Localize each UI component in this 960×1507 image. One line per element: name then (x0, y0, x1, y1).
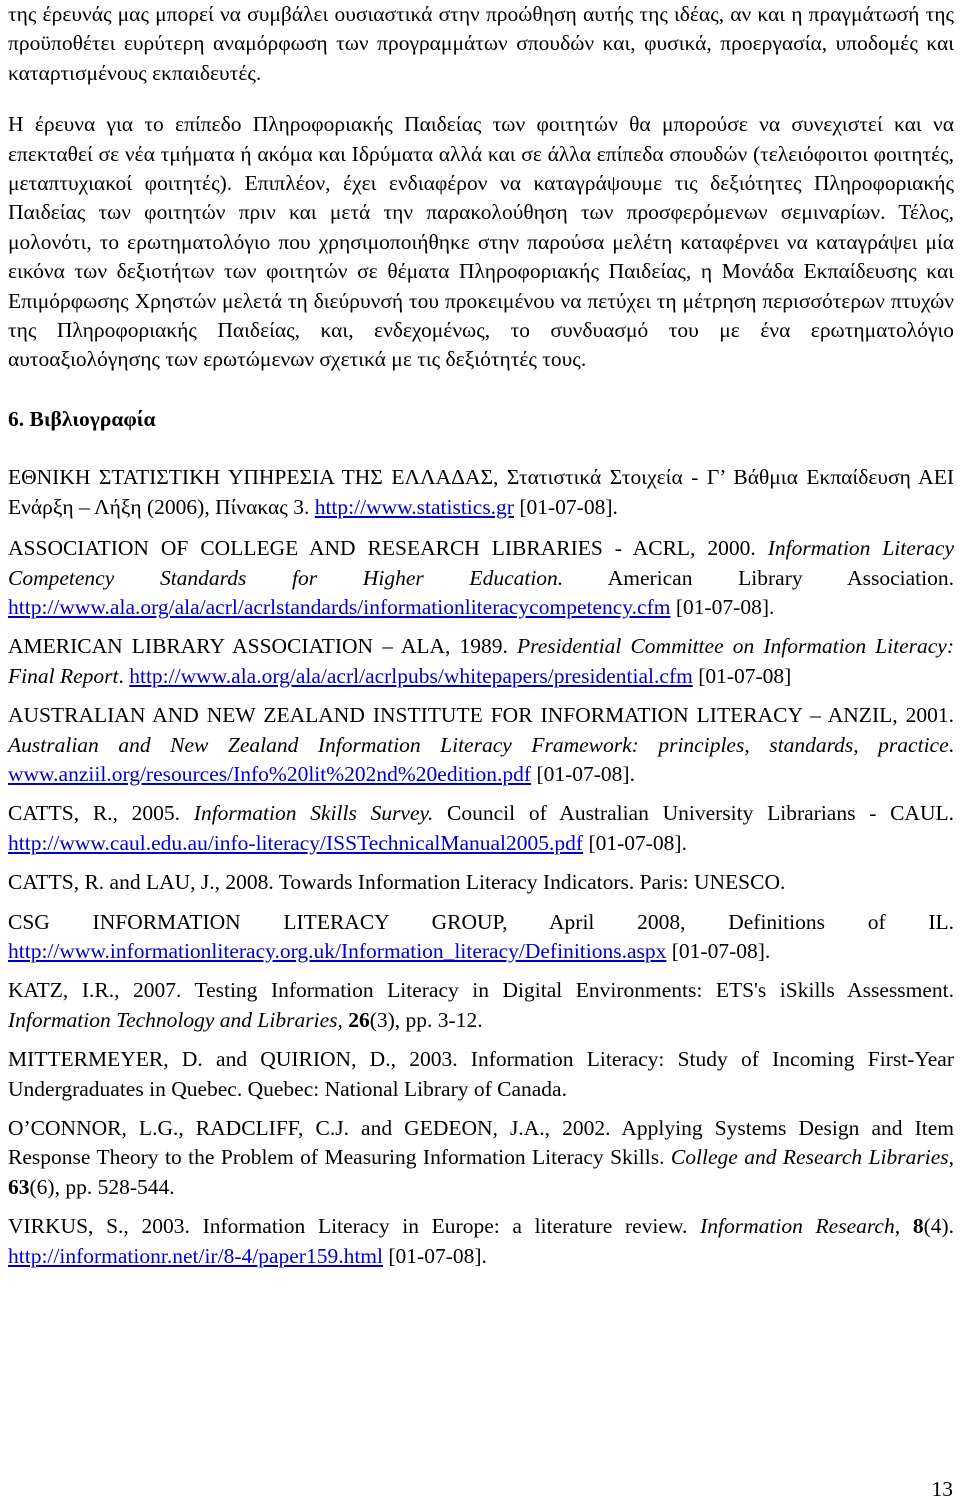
reference-list (8, 463, 954, 1271)
reference-text: [01-07-08] (692, 663, 792, 688)
reference-text: VIRKUS, S., 2003. Information Literacy in Europe: a literature review. (8, 1214, 701, 1239)
reference-link[interactable]: http://www.caul.edu.au/info-literacy/ISSTechnicalManual2005.pdf (8, 830, 584, 855)
reference-link[interactable]: http://www.ala.org/ala/acrl/acrlstandards/informationliteracycompetency.cfm (8, 594, 671, 619)
reference-title: Australian and New Zealand Information Literacy Framework: principles, standards, practice (8, 732, 949, 757)
reference-text: AUSTRALIAN AND NEW ZEALAND INSTITUTE FOR INFORMATION LITERACY – ANZIL, 2001. (8, 703, 954, 728)
reference-volume: 63 (8, 1174, 30, 1199)
reference-title: Information Technology and Libraries, (8, 1007, 343, 1032)
reference-text: . (118, 663, 130, 688)
reference-link[interactable]: http://www.statistics.gr (314, 494, 514, 519)
reference-item (8, 701, 954, 789)
reference-text: CATTS, R. and LAU, J., 2008. Towards Information Literacy Indicators. Paris: UNESCO. (8, 870, 786, 895)
reference-item (8, 1114, 954, 1202)
reference-text: AMERICAN LIBRARY ASSOCIATION – ALA, 1989. (8, 634, 518, 659)
reference-link[interactable]: http://www.ala.org/ala/acrl/acrlpubs/whitepapers/presidential.cfm (129, 663, 693, 688)
reference-text: KATZ, I.R., 2007. Testing Information Literacy in Digital Environments: ETS's iSkills Assessment. (8, 978, 954, 1003)
reference-text: O’CONNOR, L.G., RADCLIFF, C.J. and GEDEON, J.A., 2002. Applying Systems Design and Item Response Theory to the Problem of Measuring Information Literacy Skills. (8, 1116, 954, 1170)
reference-item (8, 1212, 954, 1271)
reference-item (8, 799, 954, 858)
document-body (8, 0, 954, 1281)
reference-text: (6), pp. 528-544. (29, 1174, 175, 1199)
reference-item (8, 868, 954, 897)
page-number: 13 (931, 1477, 953, 1501)
reference-text: ΕΘΝΙΚΗ ΣΤΑΤΙΣΤΙΚΗ ΥΠΗΡΕΣΙΑ ΤΗΣ ΕΛΛΑΔΑΣ, Στατιστικά Στοιχεία - Γ’ Βάθμια Εκπαίδευση ΑΕΙ Ενάρξη – Λήξη (2006), Πίνακας 3. (8, 465, 954, 519)
reference-title: College and Research Libraries, (670, 1145, 954, 1170)
reference-text: [01-07-08]. (383, 1243, 487, 1268)
reference-text: Council of Australian University Librarians - CAUL. (433, 801, 954, 826)
reference-item (8, 976, 954, 1035)
reference-text: , (894, 1214, 913, 1239)
reference-text: American Library Association. (563, 565, 955, 590)
research-paragraph: Η έρευνα για το επίπεδο Πληροφοριακής Παιδείας των φοιτητών θα μπορούσε να συνεχιστεί και να επεκταθεί σε νέα τμήματα ή ακόμα και Ιδρύματα αλλά και σε άλλα επίπεδα σπουδών (τελειόφοιτοι φοιτητές, μεταπτυχιακοί φοιτητές). Επιπλέον, έχει ενδιαφέρον να καταγράψουμε τις δεξιότητες Πληροφοριακής Παιδείας των φοιτητών πριν και μετά την παρακολούθηση των προσφερόμενων σεμιναρίων. Τέλος, μολονότι, το ερωτηματολόγιο που χρησιμοποιήθηκε στην παρούσα μελέτη καταφέρνει να καταγράψει μία εικόνα των δεξιοτήτων των φοιτητών σε θέματα Πληροφοριακής Παιδείας, η Μονάδα Εκπαίδευσης και Επιμόρφωσης Χρηστών μελετά τη διεύρυνσή του προκειμένου να πετύχει τη μέτρηση περισσότερων πτυχών της Πληροφοριακής Παιδείας, και, ενδεχομένως, το συνδυασμό του με ένα ερωτηματολόγιο αυτοαξιολόγησης των ερωτώμενων σχετικά με τις δεξιότητές τους. (8, 112, 954, 372)
reference-title: Information Skills Survey. (193, 801, 434, 826)
intro-paragraph: της έρευνάς μας μπορεί να συμβάλει ουσιαστικά στην προώθηση αυτής της ιδέας, αν και η πραγμάτωσή της προϋποθέτει ευρύτερη αναμόρφωση των προγραμμάτων σπουδών και, φυσικά, προεργασία, υποδομές και καταρτισμένους εκπαιδευτές. (8, 2, 954, 85)
reference-title: Presidential Committee on Information Literacy: Final Report (8, 634, 955, 688)
reference-item (8, 908, 954, 967)
reference-item (8, 463, 954, 522)
reference-text: ASSOCIATION OF COLLEGE AND RESEARCH LIBRARIES - ACRL, 2000. (8, 536, 768, 561)
reference-text: MITTERMEYER, D. and QUIRION, D., 2003. Information Literacy: Study of Incoming First-Year Undergraduates in Quebec. Quebec: National Library of Canada. (8, 1047, 954, 1101)
reference-item (8, 632, 954, 691)
reference-item (8, 534, 954, 622)
reference-title: Information Literacy Competency Standards for Higher Education. (8, 536, 955, 590)
reference-link[interactable]: www.anziil.org/resources/Info%20lit%202nd%20edition.pdf (8, 761, 532, 786)
reference-text: [01-07-08]. (513, 494, 618, 519)
bibliography-heading: 6. Βιβλιογραφία (8, 406, 156, 431)
reference-text: [01-07-08]. (583, 830, 687, 855)
reference-volume: 8 (912, 1214, 924, 1239)
reference-text: (3), pp. 3-12. (369, 1007, 483, 1032)
reference-link[interactable]: http://informationr.net/ir/8-4/paper159.html (8, 1243, 383, 1268)
reference-text: (4). (923, 1214, 955, 1239)
reference-title: Information Research (700, 1214, 895, 1239)
reference-link[interactable]: http://www.informationliteracy.org.uk/Information_literacy/Definitions.aspx (8, 938, 667, 963)
reference-text: . (948, 732, 954, 757)
reference-text: [01-07-08]. (666, 938, 771, 963)
reference-text: [01-07-08]. (670, 594, 775, 619)
reference-text: [01-07-08]. (531, 761, 635, 786)
reference-text: CATTS, R., 2005. (8, 801, 194, 826)
reference-volume: 26 (348, 1007, 370, 1032)
reference-item (8, 1045, 954, 1104)
reference-text: CSG INFORMATION LITERACY GROUP, April 2008, Definitions of IL. (8, 909, 954, 934)
